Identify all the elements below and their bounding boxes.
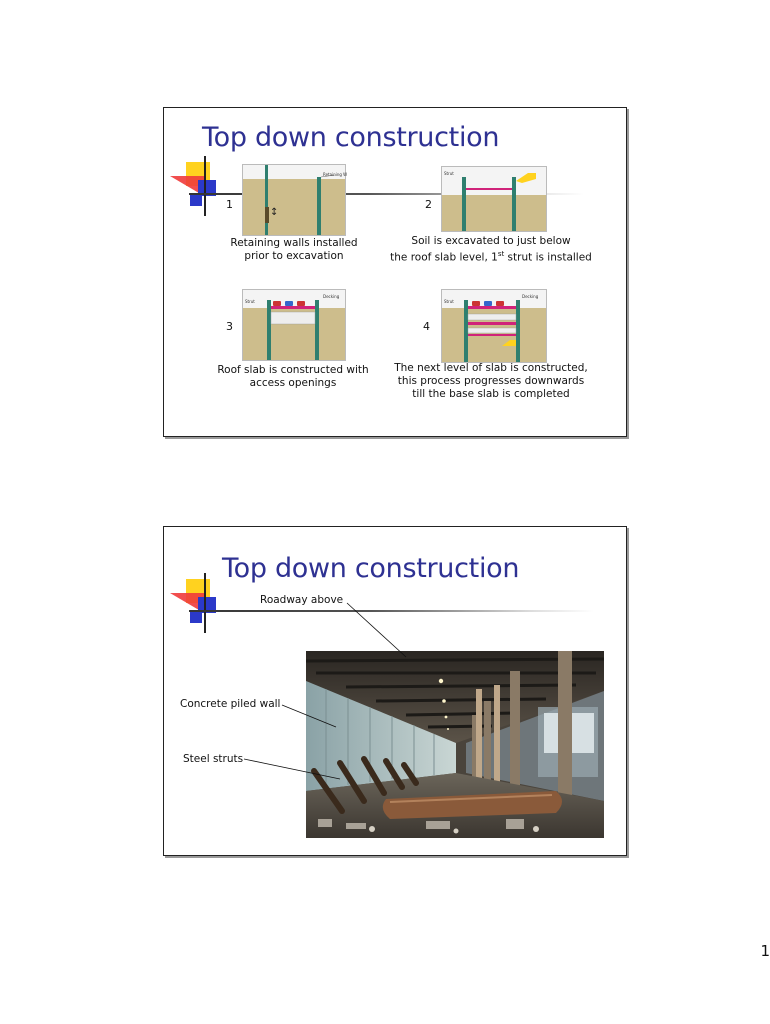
step-number: 4 — [423, 320, 430, 333]
svg-text:↕: ↕ — [270, 207, 279, 218]
svg-text:Strut: Strut — [245, 299, 255, 304]
diagram-step-1 — [242, 164, 346, 236]
title-rule — [189, 610, 594, 612]
svg-text:Strut: Strut — [444, 171, 454, 176]
diagram-step-4 — [441, 289, 547, 363]
step-number: 2 — [425, 198, 432, 211]
label-concrete-piled-wall: Concrete piled wall — [180, 698, 281, 710]
diagram-step-3 — [242, 289, 346, 361]
step-caption: Soil is excavated to just below the roof slab level, 1st strut is installed — [390, 235, 592, 264]
step-number: 1 — [226, 198, 233, 211]
slide-2 — [163, 526, 627, 856]
step-caption: Roof slab is constructed with access openings — [217, 364, 369, 389]
page-number: 1 — [760, 942, 770, 960]
step-caption: Retaining walls installed prior to excavation — [230, 237, 358, 262]
svg-text:Decking: Decking — [323, 294, 340, 299]
svg-text:Decking: Decking — [522, 294, 539, 299]
step-caption: The next level of slab is constructed, this process progresses downwards till the base slab is completed — [394, 362, 588, 400]
label-steel-struts: Steel struts — [183, 753, 244, 765]
slide-1 — [163, 107, 627, 437]
label-roadway-above: Roadway above — [260, 594, 344, 606]
slide-title: Top down construction — [222, 553, 520, 584]
slide-title: Top down construction — [202, 122, 500, 153]
step-number: 3 — [226, 320, 233, 333]
svg-text:Retaining W: Retaining W — [323, 172, 348, 177]
svg-text:Strut: Strut — [444, 299, 454, 304]
diagram-step-2 — [441, 166, 547, 232]
tunnel-construction-photo — [306, 651, 604, 838]
